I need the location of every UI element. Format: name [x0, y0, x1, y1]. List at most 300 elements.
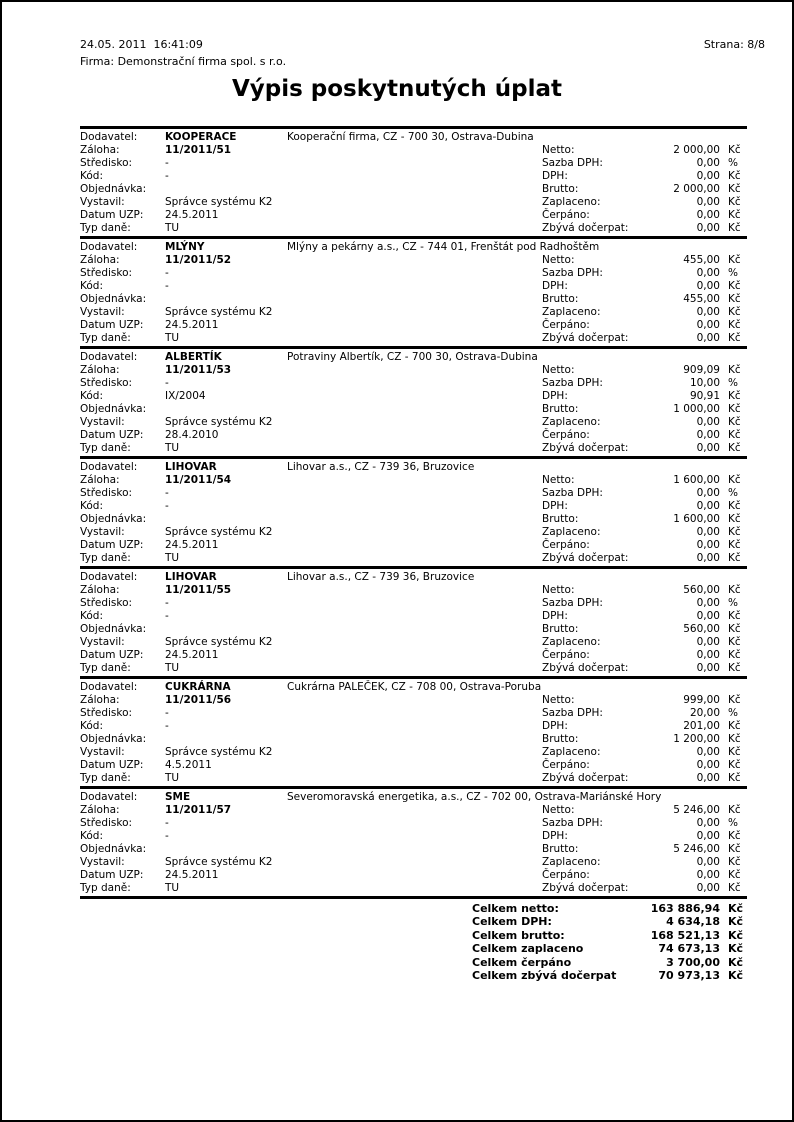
field-label-dodavatel: Dodavatel:: [80, 791, 138, 803]
record-row-datum-uzp: [80, 209, 747, 222]
stredisko-value: -: [165, 817, 169, 829]
field-label-zaplaceno: Zaplaceno:: [542, 306, 601, 318]
field-label-typ-dane: Typ daně:: [80, 882, 131, 894]
total-value: 70 973,13: [658, 969, 720, 983]
total-label: Celkem DPH:: [472, 915, 552, 929]
field-label-brutto: Brutto:: [542, 183, 579, 195]
field-label-brutto: Brutto:: [542, 733, 579, 745]
stredisko-value: -: [165, 377, 169, 389]
zaloha-number: 11/2011/56: [165, 694, 232, 706]
field-label-zaloha: Záloha:: [80, 474, 120, 486]
kod-value: -: [165, 170, 169, 182]
dph-value: 90,91: [689, 390, 720, 402]
kod-value: -: [165, 280, 169, 292]
netto-value: 5 246,00: [673, 804, 720, 816]
netto-unit: Kč: [728, 254, 741, 266]
field-label-brutto: Brutto:: [542, 513, 579, 525]
record-row-datum-uzp: [80, 539, 747, 552]
field-label-dph: DPH:: [542, 720, 568, 732]
field-label-zbyva-docerpat: Zbývá dočerpat:: [542, 772, 629, 784]
record-row-stredisko: [80, 267, 747, 280]
stredisko-value: -: [165, 267, 169, 279]
dph-unit: Kč: [728, 610, 741, 622]
total-value: 3 700,00: [666, 955, 720, 969]
records-list: [80, 126, 747, 899]
total-row: [80, 942, 747, 955]
record-row-vystavil: [80, 636, 747, 649]
report-body: [80, 126, 747, 982]
field-label-typ-dane: Typ daně:: [80, 442, 131, 454]
field-label-zaloha: Záloha:: [80, 254, 120, 266]
firm-name: Firma: Demonstrační firma spol. s r.o.: [80, 55, 287, 68]
supplier-name: Kooperační firma, CZ - 700 30, Ostrava-Dubina: [287, 131, 534, 143]
total-row: [80, 956, 747, 969]
record-row-datum-uzp: [80, 869, 747, 882]
vystavil-value: Správce systému K2: [165, 196, 273, 208]
field-label-sazba-dph: Sazba DPH:: [542, 817, 603, 829]
zaplaceno-unit: Kč: [728, 416, 741, 428]
field-label-kod: Kód:: [80, 830, 103, 842]
dph-unit: Kč: [728, 720, 741, 732]
sazba-dph-unit: %: [728, 487, 738, 499]
field-label-dodavatel: Dodavatel:: [80, 131, 138, 143]
datum-uzp-value: 24.5.2011: [165, 319, 219, 331]
field-label-zbyva-docerpat: Zbývá dočerpat:: [542, 442, 629, 454]
total-row: [80, 915, 747, 928]
dph-unit: Kč: [728, 390, 741, 402]
record-row-vystavil: [80, 196, 747, 209]
dph-value: 0,00: [696, 170, 720, 182]
record-row-objednavka: [80, 623, 747, 636]
brutto-unit: Kč: [728, 513, 741, 525]
record-row-vystavil: [80, 526, 747, 539]
supplier-code: LIHOVAR: [165, 461, 217, 473]
brutto-unit: Kč: [728, 293, 741, 305]
field-label-typ-dane: Typ daně:: [80, 552, 131, 564]
supplier-name: Potraviny Albertík, CZ - 700 30, Ostrava-Dubina: [287, 351, 538, 363]
total-label: Celkem brutto:: [472, 928, 565, 942]
field-label-zaplaceno: Zaplaceno:: [542, 416, 601, 428]
record-row-stredisko: [80, 377, 747, 390]
zaplaceno-value: 0,00: [696, 416, 720, 428]
field-label-sazba-dph: Sazba DPH:: [542, 487, 603, 499]
stredisko-value: -: [165, 487, 169, 499]
field-label-netto: Netto:: [542, 694, 575, 706]
field-label-objednavka: Objednávka:: [80, 293, 147, 305]
record-row-zaloha: [80, 364, 747, 377]
brutto-value: 1 000,00: [673, 403, 720, 415]
field-label-datum-uzp: Datum UZP:: [80, 209, 144, 221]
payment-record: [80, 346, 747, 456]
zaplaceno-unit: Kč: [728, 526, 741, 538]
field-label-sazba-dph: Sazba DPH:: [542, 157, 603, 169]
field-label-zbyva-docerpat: Zbývá dočerpat:: [542, 882, 629, 894]
supplier-code: LIHOVAR: [165, 571, 217, 583]
vystavil-value: Správce systému K2: [165, 416, 273, 428]
datum-uzp-value: 24.5.2011: [165, 649, 219, 661]
sazba-dph-value: 20,00: [689, 707, 720, 719]
cerpano-unit: Kč: [728, 759, 741, 771]
cerpano-value: 0,00: [696, 649, 720, 661]
record-row-kod: [80, 390, 747, 403]
zaplaceno-unit: Kč: [728, 636, 741, 648]
field-label-dph: DPH:: [542, 170, 568, 182]
zbyva-docerpat-value: 0,00: [696, 662, 720, 674]
record-row-typ-dane: [80, 662, 747, 675]
payment-record: [80, 236, 747, 346]
brutto-value: 1 600,00: [673, 513, 720, 525]
cerpano-unit: Kč: [728, 649, 741, 661]
zbyva-docerpat-unit: Kč: [728, 772, 741, 784]
field-label-dodavatel: Dodavatel:: [80, 241, 138, 253]
record-row-vystavil: [80, 306, 747, 319]
supplier-name: Mlýny a pekárny a.s., CZ - 744 01, Frenštát pod Radhoštěm: [287, 241, 600, 253]
field-label-kod: Kód:: [80, 170, 103, 182]
field-label-zaplaceno: Zaplaceno:: [542, 526, 601, 538]
datum-uzp-value: 24.5.2011: [165, 209, 219, 221]
zaloha-number: 11/2011/57: [165, 804, 232, 816]
total-unit: Kč: [728, 955, 744, 969]
field-label-vystavil: Vystavil:: [80, 856, 125, 868]
zaloha-number: 11/2011/53: [165, 364, 232, 376]
stredisko-value: -: [165, 157, 169, 169]
total-label: Celkem zbývá dočerpat: [472, 969, 617, 983]
zaplaceno-unit: Kč: [728, 196, 741, 208]
record-row-vystavil: [80, 856, 747, 869]
dph-unit: Kč: [728, 170, 741, 182]
cerpano-value: 0,00: [696, 209, 720, 221]
field-label-datum-uzp: Datum UZP:: [80, 759, 144, 771]
netto-unit: Kč: [728, 144, 741, 156]
typ-dane-value: TU: [165, 332, 180, 344]
sazba-dph-unit: %: [728, 377, 738, 389]
record-row-typ-dane: [80, 222, 747, 235]
zbyva-docerpat-unit: Kč: [728, 662, 741, 674]
field-label-objednavka: Objednávka:: [80, 733, 147, 745]
typ-dane-value: TU: [165, 772, 180, 784]
field-label-typ-dane: Typ daně:: [80, 772, 131, 784]
zbyva-docerpat-unit: Kč: [728, 882, 741, 894]
total-label: Celkem zaplaceno: [472, 942, 584, 956]
dph-value: 0,00: [696, 500, 720, 512]
field-label-kod: Kód:: [80, 720, 103, 732]
record-row-objednavka: [80, 733, 747, 746]
field-label-cerpano: Čerpáno:: [542, 869, 590, 881]
cerpano-unit: Kč: [728, 319, 741, 331]
dph-unit: Kč: [728, 500, 741, 512]
field-label-zaloha: Záloha:: [80, 694, 120, 706]
record-row-zaloha: [80, 804, 747, 817]
typ-dane-value: TU: [165, 222, 180, 234]
field-label-zaloha: Záloha:: [80, 144, 120, 156]
record-row-dodavatel: [80, 571, 747, 584]
payment-record: [80, 566, 747, 676]
field-label-zaplaceno: Zaplaceno:: [542, 856, 601, 868]
brutto-unit: Kč: [728, 843, 741, 855]
field-label-kod: Kód:: [80, 500, 103, 512]
report-meta-row: [80, 38, 765, 51]
total-unit: Kč: [728, 969, 744, 983]
netto-value: 455,00: [683, 254, 720, 266]
field-label-brutto: Brutto:: [542, 293, 579, 305]
zbyva-docerpat-value: 0,00: [696, 552, 720, 564]
record-row-stredisko: [80, 157, 747, 170]
cerpano-value: 0,00: [696, 539, 720, 551]
total-label: Celkem čerpáno: [472, 955, 572, 969]
field-label-zbyva-docerpat: Zbývá dočerpat:: [542, 662, 629, 674]
field-label-cerpano: Čerpáno:: [542, 429, 590, 441]
supplier-name: Cukrárna PALEČEK, CZ - 708 00, Ostrava-Poruba: [287, 681, 542, 693]
field-label-zaloha: Záloha:: [80, 804, 120, 816]
field-label-dph: DPH:: [542, 610, 568, 622]
objednavka-value: [165, 733, 287, 746]
record-row-dodavatel: [80, 241, 747, 254]
datum-uzp-value: 24.5.2011: [165, 539, 219, 551]
field-label-typ-dane: Typ daně:: [80, 662, 131, 674]
netto-value: 1 600,00: [673, 474, 720, 486]
field-label-zaplaceno: Zaplaceno:: [542, 746, 601, 758]
field-label-netto: Netto:: [542, 584, 575, 596]
supplier-name: Severomoravská energetika, a.s., CZ - 702 00, Ostrava-Mariánské Hory: [287, 791, 662, 803]
field-label-dph: DPH:: [542, 390, 568, 402]
cerpano-unit: Kč: [728, 869, 741, 881]
field-label-vystavil: Vystavil:: [80, 636, 125, 648]
total-unit: Kč: [728, 928, 744, 942]
field-label-sazba-dph: Sazba DPH:: [542, 267, 603, 279]
field-label-dodavatel: Dodavatel:: [80, 571, 138, 583]
field-label-stredisko: Středisko:: [80, 377, 133, 389]
objednavka-value: [165, 513, 287, 526]
kod-value: IX/2004: [165, 390, 206, 402]
sazba-dph-value: 10,00: [689, 377, 720, 389]
total-unit: Kč: [728, 902, 744, 915]
record-row-objednavka: [80, 843, 747, 856]
field-label-zbyva-docerpat: Zbývá dočerpat:: [542, 552, 629, 564]
field-label-stredisko: Středisko:: [80, 817, 133, 829]
zbyva-docerpat-value: 0,00: [696, 222, 720, 234]
record-row-stredisko: [80, 487, 747, 500]
field-label-typ-dane: Typ daně:: [80, 222, 131, 234]
record-row-dodavatel: [80, 131, 747, 144]
field-label-dph: DPH:: [542, 280, 568, 292]
brutto-unit: Kč: [728, 733, 741, 745]
field-label-cerpano: Čerpáno:: [542, 649, 590, 661]
field-label-brutto: Brutto:: [542, 843, 579, 855]
zbyva-docerpat-value: 0,00: [696, 772, 720, 784]
kod-value: -: [165, 500, 169, 512]
record-row-zaloha: [80, 584, 747, 597]
field-label-stredisko: Středisko:: [80, 707, 133, 719]
field-label-vystavil: Vystavil:: [80, 306, 125, 318]
zbyva-docerpat-unit: Kč: [728, 442, 741, 454]
record-row-zaloha: [80, 474, 747, 487]
kod-value: -: [165, 610, 169, 622]
sazba-dph-value: 0,00: [696, 487, 720, 499]
zaplaceno-unit: Kč: [728, 746, 741, 758]
vystavil-value: Správce systému K2: [165, 306, 273, 318]
objednavka-value: [165, 843, 287, 856]
cerpano-unit: Kč: [728, 539, 741, 551]
zaplaceno-value: 0,00: [696, 636, 720, 648]
supplier-code: MLÝNY: [165, 241, 205, 253]
kod-value: -: [165, 830, 169, 842]
supplier-name: Lihovar a.s., CZ - 739 36, Bruzovice: [287, 461, 475, 473]
record-row-typ-dane: [80, 772, 747, 785]
record-row-stredisko: [80, 707, 747, 720]
field-label-datum-uzp: Datum UZP:: [80, 869, 144, 881]
typ-dane-value: TU: [165, 442, 180, 454]
field-label-zbyva-docerpat: Zbývá dočerpat:: [542, 222, 629, 234]
field-label-objednavka: Objednávka:: [80, 623, 147, 635]
record-row-dodavatel: [80, 681, 747, 694]
payment-record: [80, 456, 747, 566]
supplier-code: ALBERTÍK: [165, 351, 222, 363]
record-row-zaloha: [80, 694, 747, 707]
netto-value: 2 000,00: [673, 144, 720, 156]
brutto-unit: Kč: [728, 623, 741, 635]
field-label-cerpano: Čerpáno:: [542, 759, 590, 771]
field-label-zbyva-docerpat: Zbývá dočerpat:: [542, 332, 629, 344]
netto-value: 999,00: [683, 694, 720, 706]
zaplaceno-value: 0,00: [696, 306, 720, 318]
dph-value: 0,00: [696, 610, 720, 622]
report-title: Výpis poskytnutých úplat: [231, 76, 563, 102]
record-row-datum-uzp: [80, 319, 747, 332]
record-row-typ-dane: [80, 882, 747, 895]
field-label-vystavil: Vystavil:: [80, 526, 125, 538]
field-label-sazba-dph: Sazba DPH:: [542, 707, 603, 719]
field-label-netto: Netto:: [542, 364, 575, 376]
field-label-objednavka: Objednávka:: [80, 183, 147, 195]
brutto-value: 560,00: [683, 623, 720, 635]
field-label-kod: Kód:: [80, 280, 103, 292]
totals-block: [80, 899, 747, 982]
supplier-code: CUKRÁRNA: [165, 681, 231, 693]
zaplaceno-value: 0,00: [696, 196, 720, 208]
dph-unit: Kč: [728, 280, 741, 292]
record-row-kod: [80, 830, 747, 843]
netto-value: 560,00: [683, 584, 720, 596]
record-row-kod: [80, 720, 747, 733]
field-label-zaplaceno: Zaplaceno:: [542, 196, 601, 208]
record-row-vystavil: [80, 746, 747, 759]
payment-record: [80, 786, 747, 896]
record-row-zaloha: [80, 254, 747, 267]
stredisko-value: -: [165, 597, 169, 609]
report-datetime: 24.05. 2011 16:41:09: [80, 38, 203, 51]
field-label-sazba-dph: Sazba DPH:: [542, 597, 603, 609]
zaplaceno-value: 0,00: [696, 746, 720, 758]
netto-unit: Kč: [728, 694, 741, 706]
record-row-datum-uzp: [80, 429, 747, 442]
typ-dane-value: TU: [165, 552, 180, 564]
field-label-datum-uzp: Datum UZP:: [80, 649, 144, 661]
total-value: 4 634,18: [666, 915, 720, 929]
total-unit: Kč: [728, 915, 744, 929]
zaplaceno-unit: Kč: [728, 856, 741, 868]
field-label-objednavka: Objednávka:: [80, 403, 147, 415]
zbyva-docerpat-value: 0,00: [696, 882, 720, 894]
field-label-netto: Netto:: [542, 144, 575, 156]
field-label-datum-uzp: Datum UZP:: [80, 429, 144, 441]
sazba-dph-unit: %: [728, 707, 738, 719]
supplier-code: SME: [165, 791, 191, 803]
field-label-vystavil: Vystavil:: [80, 416, 125, 428]
cerpano-unit: Kč: [728, 209, 741, 221]
brutto-value: 455,00: [683, 293, 720, 305]
datum-uzp-value: 28.4.2010: [165, 429, 219, 441]
record-row-zaloha: [80, 144, 747, 157]
field-label-netto: Netto:: [542, 254, 575, 266]
total-unit: Kč: [728, 942, 744, 956]
field-label-objednavka: Objednávka:: [80, 513, 147, 525]
zaplaceno-value: 0,00: [696, 856, 720, 868]
sazba-dph-unit: %: [728, 157, 738, 169]
vystavil-value: Správce systému K2: [165, 746, 273, 758]
vystavil-value: Správce systému K2: [165, 636, 273, 648]
field-label-zaloha: Záloha:: [80, 584, 120, 596]
field-label-brutto: Brutto:: [542, 623, 579, 635]
field-label-zaplaceno: Zaplaceno:: [542, 636, 601, 648]
total-value: 168 521,13: [650, 928, 720, 942]
record-row-objednavka: [80, 403, 747, 416]
record-row-kod: [80, 280, 747, 293]
dph-value: 0,00: [696, 280, 720, 292]
record-row-dodavatel: [80, 351, 747, 364]
field-label-stredisko: Středisko:: [80, 487, 133, 499]
zaplaceno-value: 0,00: [696, 526, 720, 538]
record-row-typ-dane: [80, 332, 747, 345]
record-row-dodavatel: [80, 461, 747, 474]
netto-unit: Kč: [728, 804, 741, 816]
supplier-name: Lihovar a.s., CZ - 739 36, Bruzovice: [287, 571, 475, 583]
record-row-objednavka: [80, 513, 747, 526]
total-value: 74 673,13: [658, 942, 720, 956]
field-label-stredisko: Středisko:: [80, 597, 133, 609]
total-label: Celkem netto:: [472, 902, 559, 915]
total-row: [80, 929, 747, 942]
field-label-dodavatel: Dodavatel:: [80, 461, 138, 473]
zaplaceno-unit: Kč: [728, 306, 741, 318]
netto-unit: Kč: [728, 474, 741, 486]
vystavil-value: Správce systému K2: [165, 526, 273, 538]
zaloha-number: 11/2011/52: [165, 254, 232, 266]
objednavka-value: [165, 183, 287, 196]
cerpano-value: 0,00: [696, 759, 720, 771]
record-row-kod: [80, 610, 747, 623]
zaloha-number: 11/2011/51: [165, 144, 232, 156]
vystavil-value: Správce systému K2: [165, 856, 273, 868]
sazba-dph-unit: %: [728, 817, 738, 829]
record-row-datum-uzp: [80, 649, 747, 662]
brutto-unit: Kč: [728, 183, 741, 195]
kod-value: -: [165, 720, 169, 732]
netto-value: 909,09: [683, 364, 720, 376]
field-label-kod: Kód:: [80, 390, 103, 402]
field-label-vystavil: Vystavil:: [80, 746, 125, 758]
field-label-kod: Kód:: [80, 610, 103, 622]
page-number: Strana: 8/8: [703, 38, 765, 51]
record-row-typ-dane: [80, 552, 747, 565]
record-row-kod: [80, 170, 747, 183]
dph-unit: Kč: [728, 830, 741, 842]
field-label-dph: DPH:: [542, 500, 568, 512]
zaloha-number: 11/2011/55: [165, 584, 232, 596]
netto-unit: Kč: [728, 364, 741, 376]
stredisko-value: -: [165, 707, 169, 719]
record-row-kod: [80, 500, 747, 513]
sazba-dph-value: 0,00: [696, 817, 720, 829]
